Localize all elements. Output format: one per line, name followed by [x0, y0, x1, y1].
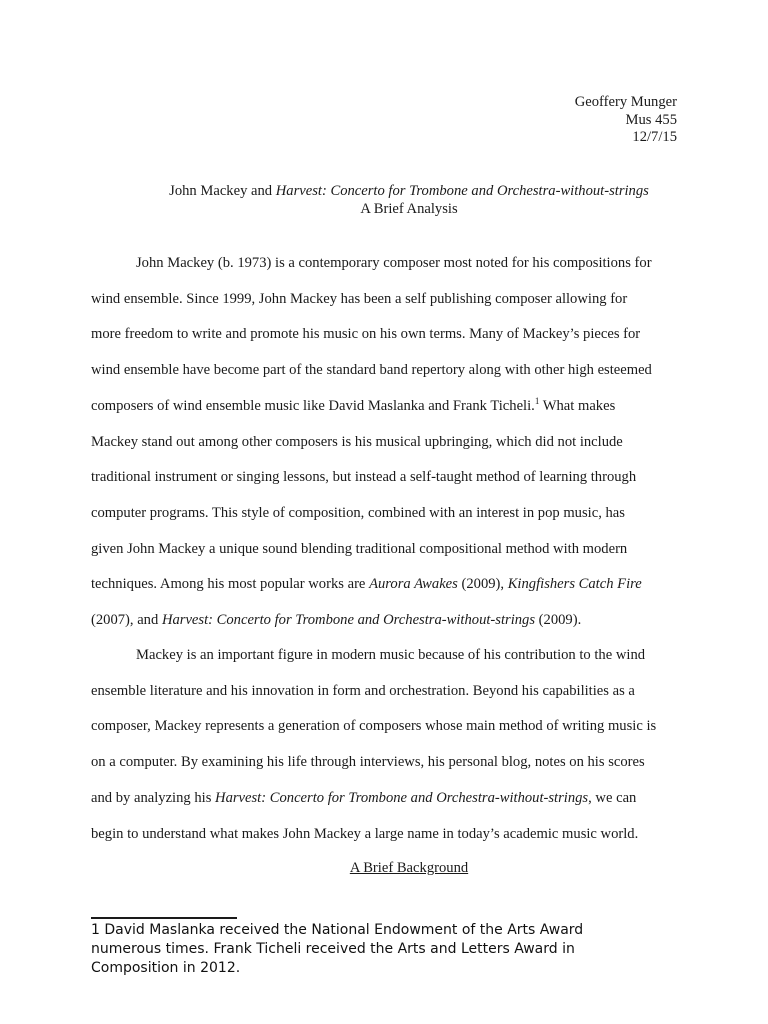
text-line: techniques. Among his most popular works are Aurora Awakes (2009), Kingfishers Catch Fire — [91, 576, 642, 593]
document-title — [0, 182, 768, 218]
title-subtitle: A Brief Analysis — [360, 201, 458, 217]
text-line: computer programs. This style of composition, combined with an interest in pop music, has — [91, 504, 625, 521]
author-header — [575, 94, 677, 147]
title-line-1: John Mackey and Harvest: Concerto for Trombone and Orchestra-without-strings — [169, 183, 649, 199]
text-line: Mackey is an important figure in modern music because of his contribution to the wind — [136, 647, 646, 663]
text-line: John Mackey (b. 1973) is a contemporary composer most noted for his compositions for — [136, 255, 652, 271]
course-number: Mus 455 — [625, 111, 677, 128]
text-line: on a computer. By examining his life through interviews, his personal blog, notes on his scores — [91, 754, 645, 771]
footnote-text: David Maslanka received the National Endowment of the Arts Award numerous times. Frank Ticheli received the Arts and Letters Award in Composition in 2012. — [91, 922, 584, 976]
author-name: Geoffery Munger — [574, 94, 677, 110]
section-heading: A Brief Background — [349, 860, 469, 876]
text-line: Mackey stand out among other composers is his musical upbringing, which did not include — [91, 433, 623, 450]
text-line: ensemble literature and his innovation in form and orchestration. Beyond his capabilities as a — [91, 682, 635, 699]
text-line: more freedom to write and promote his music on his own terms. Many of Mackey’s pieces for — [91, 326, 641, 343]
text-line: begin to understand what makes John Mackey a large name in today’s academic music world. — [91, 825, 639, 842]
text-line: and by analyzing his Harvest: Concerto for Trombone and Orchestra-without-strings, we can — [91, 789, 637, 806]
text-line: composer, Mackey represents a generation of composers whose main method of writing music is — [91, 718, 657, 735]
footnote-divider — [91, 917, 237, 919]
footnote-reference: 1 — [534, 395, 540, 406]
text-line: composers of wind ensemble music like David Maslanka and Frank Ticheli.$^1$ What makes — [91, 395, 616, 414]
title-work-name: Harvest: Concerto for Trombone and Orchestra-without-strings — [275, 183, 649, 199]
footnote-number: 1 — [91, 922, 100, 938]
text-line: wind ensemble have become part of the standard band repertory along with other high esteemed — [91, 362, 652, 379]
document-date: 12/7/15 — [632, 129, 677, 145]
paragraph-1 — [91, 246, 681, 639]
text-line: (2007), and Harvest: Concerto for Trombone and Orchestra-without-strings (2009). — [91, 612, 582, 629]
text-line: given John Mackey a unique sound blending traditional compositional method with modern — [91, 540, 628, 557]
text-line: traditional instrument or singing lessons, but instead a self-taught method of learning through — [91, 469, 637, 486]
footnote — [91, 921, 651, 978]
paragraph-2 — [91, 638, 681, 852]
text-line: wind ensemble. Since 1999, John Mackey has been a self publishing composer allowing for — [91, 290, 628, 307]
